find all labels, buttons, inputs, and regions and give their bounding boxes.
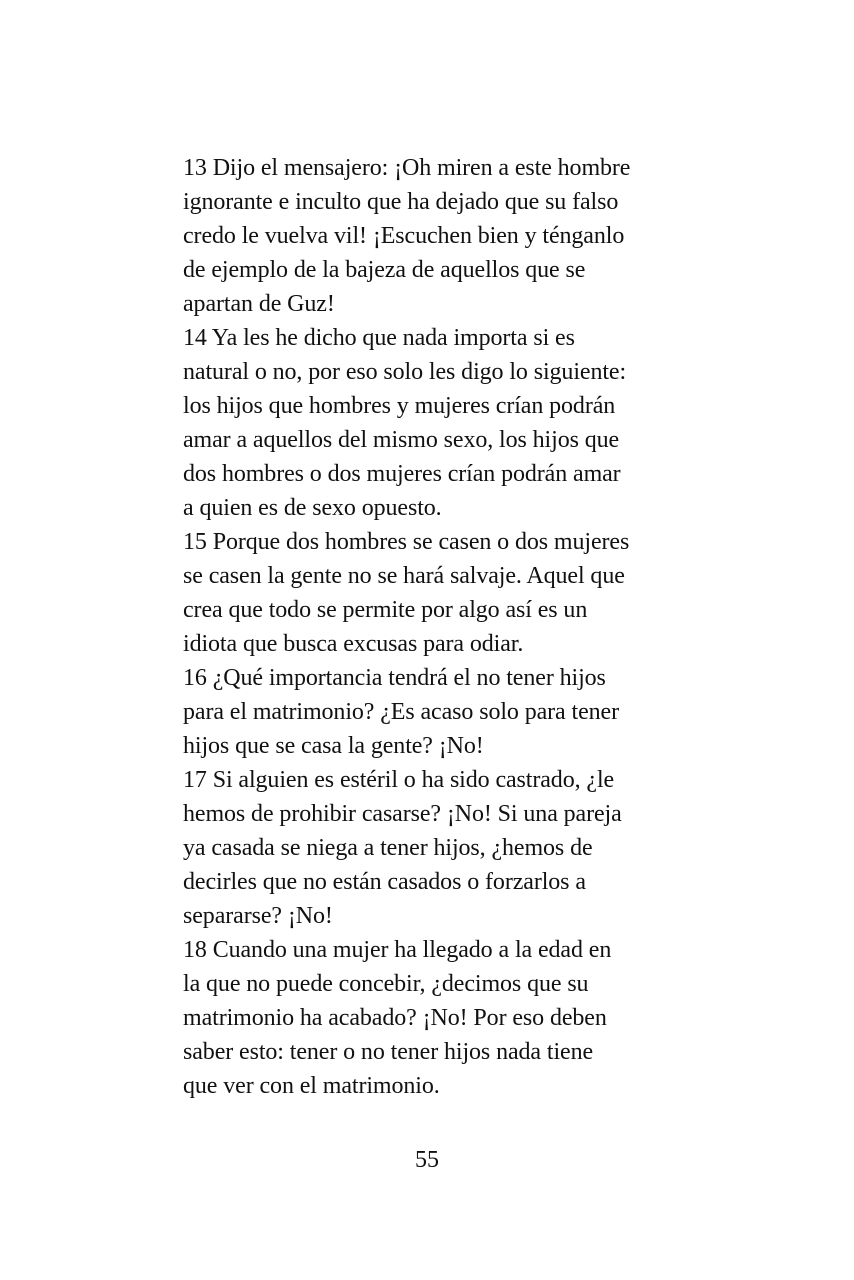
verse-18-line: saber esto: tener o no tener hijos nada tiene [183, 1039, 594, 1065]
verse-14-line: natural o no, por eso solo les digo lo siguiente: [183, 359, 627, 385]
verse-14-line: los hijos que hombres y mujeres crían podrán [183, 393, 616, 419]
verse-15-line: se casen la gente no se hará salvaje. Aquel que [183, 563, 625, 589]
verse-18-line: 18 Cuando una mujer ha llegado a la edad en [183, 937, 612, 963]
verse-13-line: 13 Dijo el mensajero: ¡Oh miren a este hombre [183, 155, 631, 181]
verse-13-line: ignorante e inculto que ha dejado que su falso [183, 189, 619, 215]
verse-16-line: 16 ¿Qué importancia tendrá el no tener hijos [183, 665, 606, 691]
verse-16-line: hijos que se casa la gente? ¡No! [183, 733, 484, 759]
verse-14-line: 14 Ya les he dicho que nada importa si es [183, 325, 575, 351]
verse-18-line: la que no puede concebir, ¿decimos que su [183, 971, 589, 997]
verse-16-line: para el matrimonio? ¿Es acaso solo para tener [183, 699, 619, 725]
verse-13-line: apartan de Guz! [183, 291, 335, 317]
verse-13-line: credo le vuelva vil! ¡Escuchen bien y ténganlo [183, 223, 625, 249]
page-body-text [183, 151, 683, 1103]
verse-14-line: a quien es de sexo opuesto. [183, 495, 442, 521]
verse-14-line: dos hombres o dos mujeres crían podrán amar [183, 461, 621, 487]
verse-18-line: que ver con el matrimonio. [183, 1073, 440, 1099]
verse-17-line: 17 Si alguien es estéril o ha sido castrado, ¿le [183, 767, 615, 793]
verse-15-line: crea que todo se permite por algo así es un [183, 597, 588, 623]
verse-14-line: amar a aquellos del mismo sexo, los hijos que [183, 427, 620, 453]
page-number: 55 [415, 1147, 439, 1173]
verse-17-line: ya casada se niega a tener hijos, ¿hemos de [183, 835, 593, 861]
verse-15-line: 15 Porque dos hombres se casen o dos mujeres [183, 529, 630, 555]
verse-17-line: hemos de prohibir casarse? ¡No! Si una pareja [183, 801, 622, 827]
verse-17-line: separarse? ¡No! [183, 903, 333, 929]
verse-15-line: idiota que busca excusas para odiar. [183, 631, 524, 657]
verse-13-line: de ejemplo de la bajeza de aquellos que se [183, 257, 586, 283]
verse-17-line: decirles que no están casados o forzarlos a [183, 869, 586, 895]
verse-18-line: matrimonio ha acabado? ¡No! Por eso deben [183, 1005, 607, 1031]
